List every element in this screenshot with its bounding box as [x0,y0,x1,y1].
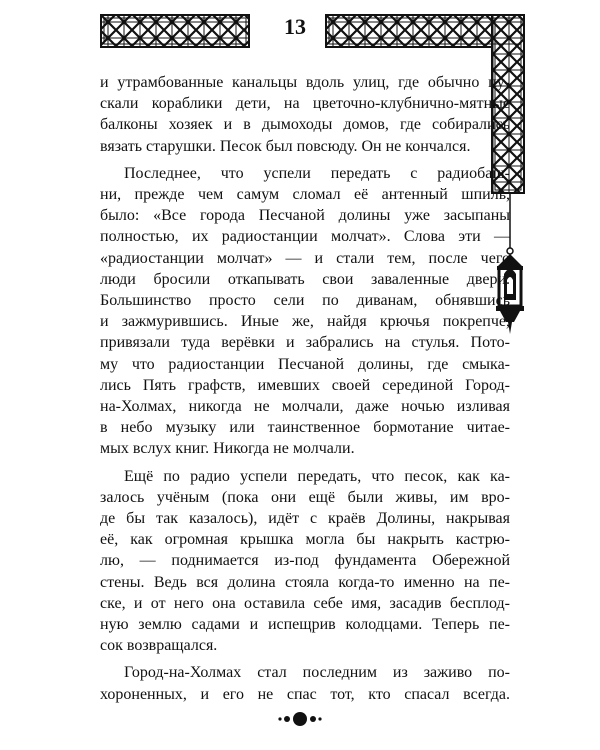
text-line: сок возвращался. [100,637,218,655]
text-line: на-Холмах, никогда не молчали, даже ночью изливая [100,398,510,416]
paragraph [100,466,510,657]
paragraph [100,662,510,704]
text-line: ни, прежде чем самум сломал её антенный шпиль, [100,186,510,204]
text-line: и зажмурившись. Иные же, найдя крючья покрепче, [100,313,510,331]
text-line: залось учёным (пока они ещё были живы, им вро- [100,488,510,506]
paragraph [100,163,510,460]
text-line: привязали туда верёвки и забрались на стулья. Пото- [100,334,510,352]
text-line: полностью, их радиостанции молчат». Слова эти — [100,228,510,246]
text-line: Последнее, что успели передать с радиобаш- [124,164,510,182]
body-text [100,72,510,705]
text-line: в небо музыку или таинственное бормотание читае- [100,419,510,437]
bottom-ornament-icon [278,708,322,730]
text-line: её, как огромная крышка могла бы накрыть кастрю- [100,531,510,549]
text-line: му что радиостанции Песчаной долины, где смыка- [100,355,510,373]
text-line: Ещё по радио успели передать, что песок, как ка- [124,467,510,485]
text-line: ную землю садами и испещрив колодцами. Теперь пе- [100,616,510,634]
text-line: Большинство просто сели по диванам, обнявшись [100,292,510,310]
text-line: люди бросили откапывать свои заваленные двери. [100,270,510,288]
text-line: было: «Все города Песчаной долины уже засыпаны [100,207,510,225]
text-line: «радиостанции молчат» — и стали тем, после чего [100,249,510,267]
text-line: стены. Ведь вся долина стояла когда-то именно на пе- [100,573,510,591]
text-line: лю, — поднимается из-под фундамента Обережной [100,552,510,570]
top-left-ornament [100,14,250,48]
text-line: и утрамбованные канальцы вдоль улиц, где обычно пу- [100,74,510,91]
paragraph [100,72,510,157]
text-line: де бы так казалось), идёт с краёв Долины, накрывая [100,510,510,528]
text-line: лись Пять графств, имевших своей серединой Город- [100,376,510,394]
text-line: Город-на-Холмах стал последним из заживо по- [124,664,510,682]
text-line: хороненных, и его не спас тот, кто спасал всегда. [100,685,510,703]
text-line: вязать старушки. Песок был повсюду. Он не кончался. [100,137,471,155]
text-line: скали кораблики дети, на цветочно-клубнично-мятные [100,95,510,113]
text-line: ске, и от него она оставила себе имя, засадив бесплод- [100,594,510,612]
page-number: 13 [284,14,306,39]
text-line: балконы хозяек и в дымоходы домов, где собирались [100,116,510,134]
text-line: мых вслух книг. Никогда не молчали. [100,440,355,458]
